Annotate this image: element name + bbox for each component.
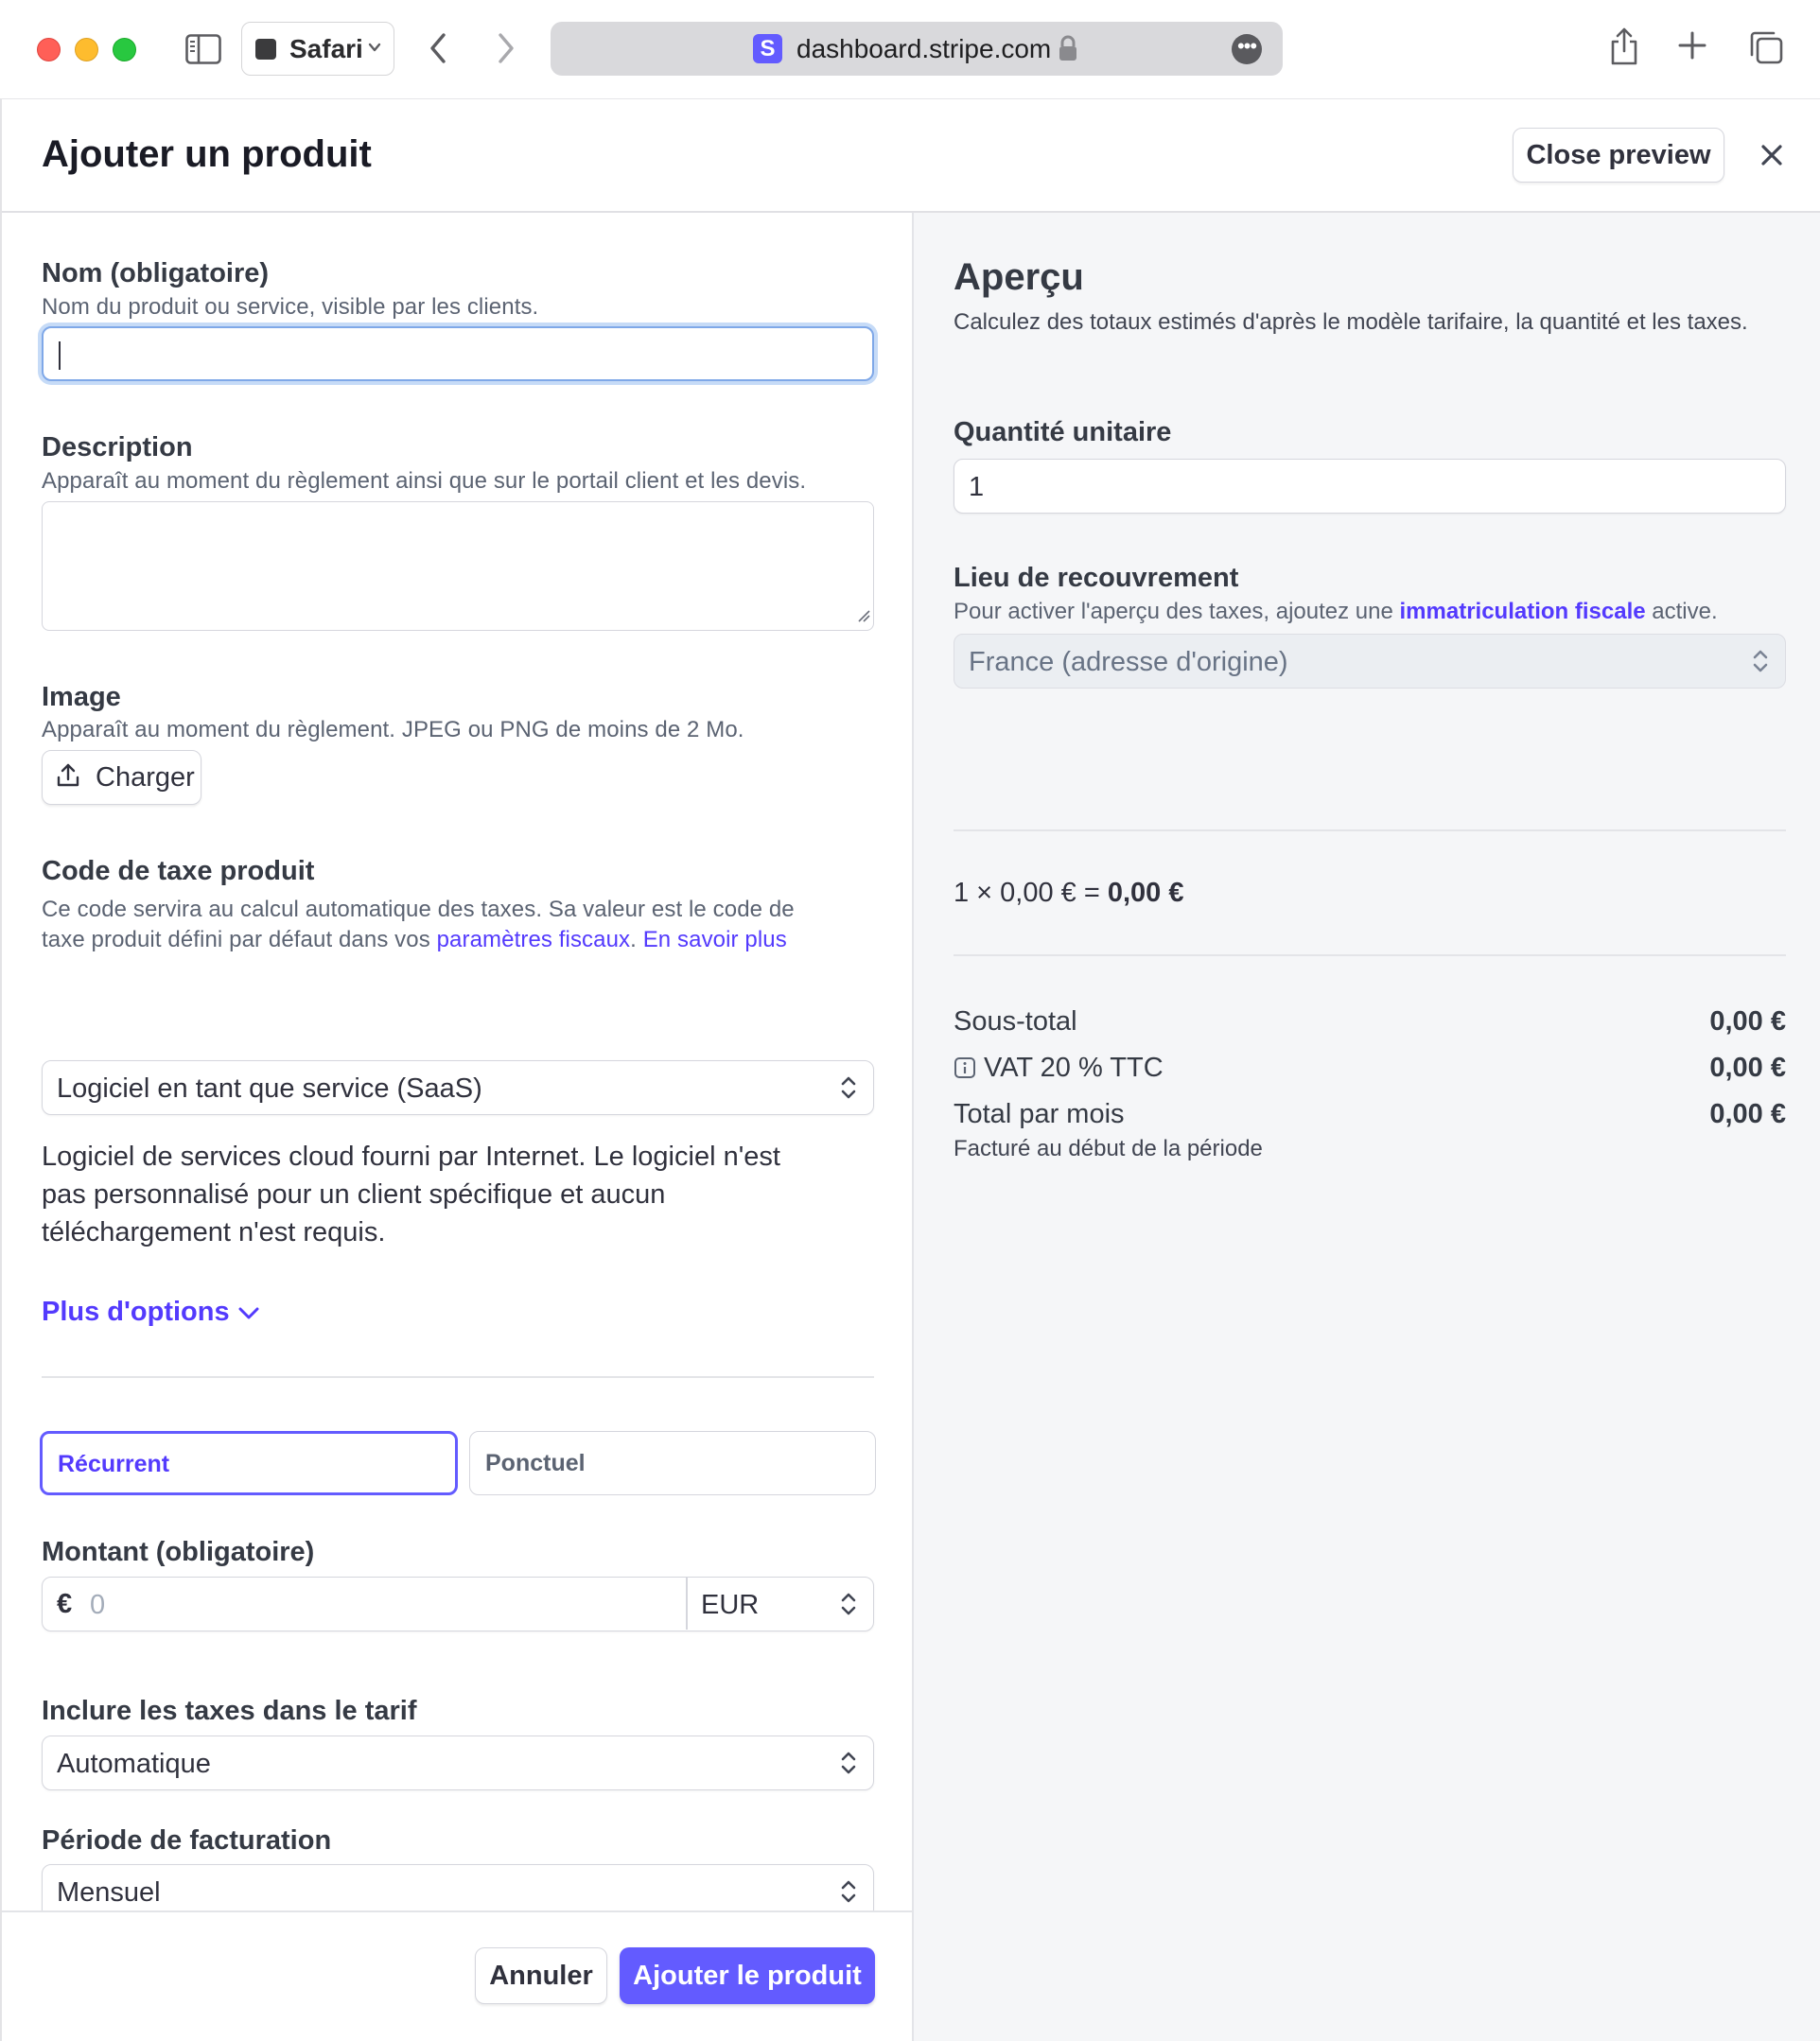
image-label: Image	[42, 682, 121, 712]
description-help: Apparaît au moment du règlement ainsi que sur le portail client et les devis.	[42, 468, 807, 494]
location-help-prefix: Pour activer l'aperçu des taxes, ajoutez une	[954, 599, 1400, 624]
cancel-button[interactable]: Annuler	[475, 1947, 607, 2004]
location-label: Lieu de recouvrement	[954, 563, 1239, 593]
modal-title: Ajouter un produit	[42, 133, 372, 175]
tax-registration-link[interactable]: immatriculation fiscale	[1399, 599, 1646, 624]
tax-settings-link[interactable]: paramètres fiscaux	[436, 927, 631, 952]
calculation-expression: 1 × 0,00 € =	[954, 878, 1108, 908]
calculation-result: 0,00 €	[1107, 878, 1184, 908]
currency-symbol: €	[57, 1589, 73, 1619]
preview-subtitle: Calculez des totaux estimés d'après le modèle tarifaire, la quantité et les taxes.	[954, 309, 1748, 335]
vat-label: VAT 20 % TTC	[984, 1053, 1164, 1083]
include-tax-label: Inclure les taxes dans le tarif	[42, 1696, 417, 1726]
pricing-recurring-option[interactable]: Récurrent	[40, 1431, 458, 1495]
close-window-button[interactable]	[37, 38, 61, 61]
amount-label: Montant (obligatoire)	[42, 1537, 315, 1567]
select-arrows-icon	[839, 1591, 858, 1622]
select-arrows-icon	[839, 1878, 858, 1910]
upload-image-button[interactable]	[42, 750, 201, 805]
more-options-icon[interactable]: •••	[1232, 34, 1262, 64]
chevron-down-icon	[237, 1305, 260, 1320]
upload-icon	[56, 763, 80, 793]
billing-period-label: Période de facturation	[42, 1825, 332, 1856]
divider	[954, 954, 1786, 956]
close-preview-button[interactable]: Close preview	[1513, 128, 1724, 183]
name-help: Nom du produit ou service, visible par les clients.	[42, 294, 539, 320]
select-arrows-icon	[839, 1074, 858, 1106]
preview-title: Aperçu	[954, 256, 1084, 298]
name-input[interactable]	[42, 326, 874, 381]
tab-overview-icon[interactable]	[1748, 29, 1784, 70]
more-options-link[interactable]	[42, 1297, 260, 1328]
tab-group-label: Safari	[289, 33, 363, 63]
total-label: Total par mois	[954, 1099, 1125, 1129]
modal-footer	[2, 1910, 912, 2041]
description-label: Description	[42, 432, 193, 462]
location-select	[954, 634, 1786, 689]
subtotal-row	[954, 1006, 1786, 1038]
chevron-down-icon	[367, 40, 382, 60]
tax-code-help-line1: Ce code servira au calcul automatique des taxes. Sa valeur est le code de	[42, 897, 795, 922]
billing-period-value: Mensuel	[57, 1877, 161, 1908]
learn-more-link[interactable]: En savoir plus	[642, 927, 787, 952]
divider	[42, 1376, 874, 1378]
quantity-label: Quantité unitaire	[954, 417, 1172, 447]
tab-group-button[interactable]	[241, 22, 394, 76]
product-form	[2, 213, 912, 1910]
location-help-suffix: active.	[1645, 599, 1718, 624]
vat-row	[954, 1053, 1786, 1087]
currency-select[interactable]: EUR	[701, 1590, 760, 1620]
stripe-favicon: S	[753, 34, 782, 63]
preview-panel	[912, 213, 1820, 2041]
tax-code-help-sep: .	[630, 927, 643, 952]
total-row	[954, 1099, 1786, 1130]
tax-code-description: Logiciel de services cloud fourni par Internet. Le logiciel n'est pas personnalisé pour un client spécifique et aucun téléchargement n'est requis.	[42, 1142, 780, 1247]
lock-icon	[1058, 34, 1078, 67]
resize-handle-icon[interactable]	[857, 609, 870, 627]
share-icon[interactable]	[1608, 26, 1640, 71]
add-product-button[interactable]: Ajouter le produit	[620, 1947, 875, 2004]
add-product-modal	[0, 98, 1820, 2041]
tax-code-label: Code de taxe produit	[42, 856, 315, 886]
total-note: Facturé au début de la période	[954, 1136, 1263, 1161]
image-help: Apparaît au moment du règlement. JPEG ou PNG de moins de 2 Mo.	[42, 717, 744, 742]
description-textarea[interactable]	[42, 501, 874, 631]
tax-code-help-text: taxe produit défini par défaut dans vos	[42, 927, 437, 952]
divider	[954, 829, 1786, 831]
new-tab-icon[interactable]	[1677, 30, 1707, 65]
url-text: dashboard.stripe.com	[796, 34, 1052, 63]
amount-field[interactable]	[42, 1577, 874, 1631]
sidebar-toggle-icon[interactable]	[185, 34, 221, 64]
back-arrow-icon[interactable]	[426, 31, 450, 70]
address-bar[interactable]	[551, 22, 1283, 76]
tax-code-select[interactable]	[42, 1060, 874, 1115]
tax-code-value: Logiciel en tant que service (SaaS)	[57, 1073, 482, 1104]
more-options-label: Plus d'options	[42, 1297, 230, 1327]
location-value: France (adresse d'origine)	[969, 647, 1288, 677]
location-help	[954, 599, 1718, 625]
info-icon[interactable]	[954, 1055, 976, 1087]
include-tax-select[interactable]	[42, 1736, 874, 1790]
select-arrows-icon	[1751, 648, 1770, 679]
tax-code-help-line2	[42, 927, 787, 953]
total-value: 0,00 €	[1709, 1099, 1786, 1129]
subtotal-label: Sous-total	[954, 1006, 1077, 1037]
minimize-window-button[interactable]	[75, 38, 98, 61]
zoom-window-button[interactable]	[113, 38, 136, 61]
quantity-input[interactable]	[954, 459, 1786, 514]
quantity-value: 1	[969, 472, 985, 502]
browser-toolbar	[0, 0, 1820, 98]
pricing-one-time-option[interactable]: Ponctuel	[469, 1431, 876, 1495]
modal-header	[2, 99, 1820, 213]
upload-label: Charger	[96, 761, 195, 793]
text-caret	[59, 341, 61, 370]
close-icon[interactable]	[1758, 141, 1786, 169]
forward-arrow-icon[interactable]	[494, 31, 518, 70]
include-tax-value: Automatique	[57, 1749, 211, 1779]
amount-input[interactable]: 0	[90, 1590, 106, 1620]
tab-group-icon	[255, 39, 276, 60]
select-arrows-icon	[839, 1750, 858, 1781]
amount-divider	[686, 1578, 688, 1630]
subtotal-value: 0,00 €	[1709, 1006, 1786, 1037]
calculation-line	[954, 878, 1184, 909]
name-label: Nom (obligatoire)	[42, 258, 270, 288]
vat-value: 0,00 €	[1709, 1053, 1786, 1083]
